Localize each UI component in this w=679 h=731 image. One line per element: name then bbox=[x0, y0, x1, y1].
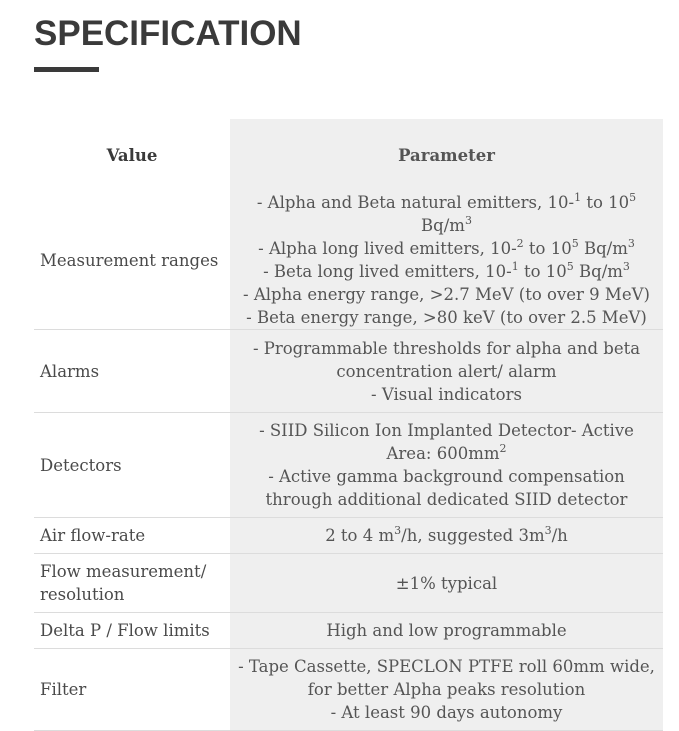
value-text: - Alpha and Beta natural emitters, 10- bbox=[256, 193, 575, 212]
value-line bbox=[236, 465, 657, 511]
value-text: /h bbox=[551, 526, 568, 545]
value-text: - Visual indicators bbox=[371, 384, 522, 404]
value-line bbox=[236, 701, 657, 724]
value-line bbox=[236, 283, 657, 306]
table-row bbox=[34, 554, 663, 613]
table-row bbox=[34, 518, 663, 554]
row-label: Filter bbox=[34, 649, 230, 731]
row-value bbox=[230, 191, 663, 330]
superscript: 5 bbox=[571, 237, 579, 250]
row-label: Alarms bbox=[34, 330, 230, 413]
value-text: /h, suggested 3m bbox=[401, 526, 545, 545]
row-value bbox=[230, 613, 663, 649]
row-label: Delta P / Flow limits bbox=[34, 613, 230, 649]
value-line bbox=[236, 337, 657, 383]
value-line bbox=[236, 383, 657, 406]
value-text: - At least 90 days autonomy bbox=[330, 703, 563, 722]
value-line bbox=[236, 260, 657, 283]
superscript: 3 bbox=[464, 214, 472, 227]
value-text: - Alpha energy range, >2.7 MeV (to over 9 MeV) bbox=[243, 285, 650, 304]
value-text: - Alpha long lived emitters, 10- bbox=[258, 239, 517, 258]
value-line bbox=[236, 619, 657, 642]
table-row bbox=[34, 613, 663, 649]
row-label: Measurement ranges bbox=[34, 191, 230, 330]
value-line bbox=[236, 419, 657, 465]
superscript: 3 bbox=[544, 524, 552, 537]
superscript: 3 bbox=[627, 237, 635, 250]
superscript: 2 bbox=[499, 442, 507, 455]
value-line bbox=[236, 306, 657, 329]
superscript: 3 bbox=[394, 524, 402, 537]
header-value: Value bbox=[106, 145, 158, 165]
superscript: 5 bbox=[566, 260, 574, 273]
value-text: - SIID Silicon Ion Implanted Detector- Active Area: 600mm bbox=[259, 421, 634, 463]
row-value bbox=[230, 518, 663, 554]
value-text: - Tape Cassette, SPECLON PTFE roll 60mm wide, for better Alpha peaks resolution bbox=[238, 657, 655, 699]
value-line bbox=[236, 191, 657, 237]
row-value bbox=[230, 554, 663, 613]
value-text: ±1% typical bbox=[395, 573, 498, 593]
value-text: - Beta energy range, >80 keV (to over 2.5 MeV) bbox=[246, 308, 647, 327]
title-underline bbox=[34, 67, 99, 72]
table-row bbox=[34, 191, 663, 330]
value-text: to 10 bbox=[518, 262, 567, 281]
page-title: SPECIFICATION bbox=[34, 14, 302, 53]
value-text: - Active gamma background compensation through additional dedicated SIID detector bbox=[265, 467, 628, 509]
value-text: to 10 bbox=[523, 239, 572, 258]
value-line bbox=[236, 237, 657, 260]
row-label: Flow measurement/ resolution bbox=[34, 554, 230, 613]
table-row bbox=[34, 330, 663, 413]
value-line bbox=[236, 572, 657, 595]
value-line bbox=[236, 524, 657, 547]
value-text: High and low programmable bbox=[326, 621, 567, 640]
value-text: Bq/m bbox=[573, 262, 623, 281]
row-label: Air flow-rate bbox=[34, 518, 230, 554]
superscript: 2 bbox=[516, 237, 524, 250]
value-text: - Beta long lived emitters, 10- bbox=[263, 262, 512, 281]
header-parameter: Parameter bbox=[230, 119, 663, 191]
table-row bbox=[34, 413, 663, 518]
superscript: 5 bbox=[629, 191, 637, 204]
superscript: 1 bbox=[574, 191, 582, 204]
value-line bbox=[236, 655, 657, 701]
value-text: Bq/m bbox=[578, 239, 628, 258]
value-text: - Programmable thresholds for alpha and beta concentration alert/ alarm bbox=[252, 338, 641, 381]
row-label: Detectors bbox=[34, 413, 230, 518]
superscript: 1 bbox=[511, 260, 519, 273]
row-value bbox=[230, 649, 663, 731]
specification-table bbox=[34, 119, 663, 731]
table-header-row bbox=[34, 119, 663, 191]
row-value bbox=[230, 330, 663, 413]
value-text: Bq/m bbox=[421, 216, 465, 235]
superscript: 3 bbox=[622, 260, 630, 273]
table-row bbox=[34, 649, 663, 731]
value-text: 2 to 4 m bbox=[325, 526, 395, 545]
value-text: to 10 bbox=[581, 193, 630, 212]
row-value bbox=[230, 413, 663, 518]
